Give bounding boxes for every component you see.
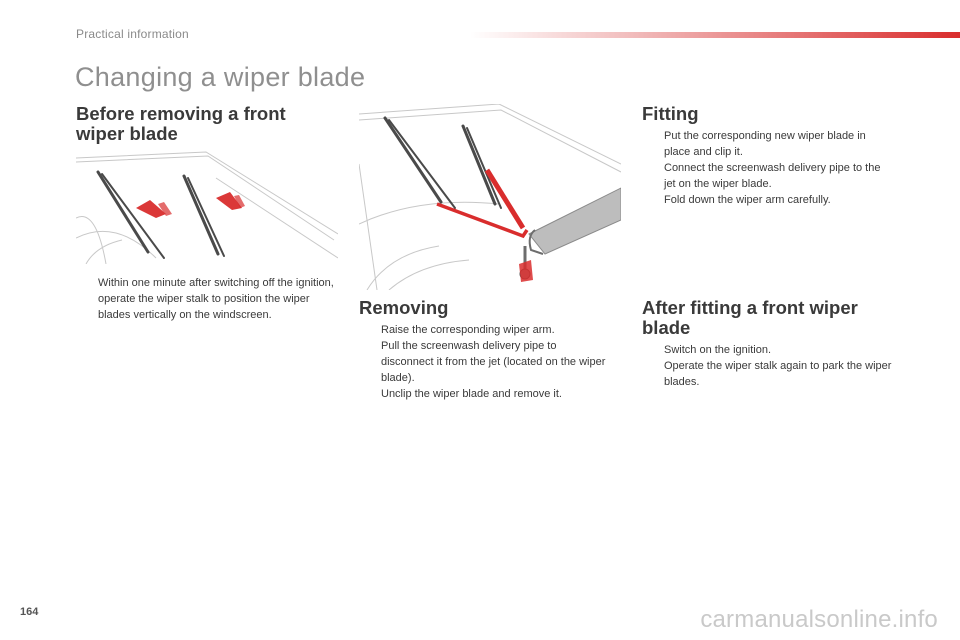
fitting-steps [642,128,894,208]
list-item: Raise the corresponding wiper arm. [381,324,555,336]
list-item: Within one minute after switching off the ignition, operate the wiper stalk to position the wiper blades vertically on the windscreen. [98,277,334,321]
removing-steps [359,322,609,402]
list-item: Connect the screenwash delivery pipe to the jet on the wiper blade. [664,162,881,190]
before-removing-heading-line1: Before removing a front [76,103,286,124]
before-removing-steps [76,275,338,323]
after-fitting-heading-line1: After fitting a front wiper [642,297,858,318]
wiper-removal-illustration [359,104,621,290]
list-item: Put the corresponding new wiper blade in place and clip it. [664,130,866,158]
section-label: Practical information [76,27,189,41]
before-removing-heading-line2: wiper blade [76,123,178,144]
watermark: carmanualsonline.info [700,606,938,633]
list-item: Unclip the wiper blade and remove it. [381,388,562,400]
list-item: Pull the screenwash delivery pipe to disconnect it from the jet (located on the wiper blade). [381,340,606,384]
after-fitting-heading [642,298,858,338]
fitting-heading: Fitting [642,103,699,124]
header-accent-bar [470,32,960,38]
list-item: Fold down the wiper arm carefully. [664,194,831,206]
list-item: Switch on the ignition. [664,344,772,356]
after-fitting-heading-line2: blade [642,317,691,338]
after-fitting-steps [642,342,894,390]
removing-heading: Removing [359,297,449,318]
list-item: Operate the wiper stalk again to park the wiper blades. [664,360,892,388]
page-number: 164 [20,606,39,618]
before-removing-heading [76,104,286,144]
page-title: Changing a wiper blade [75,62,366,92]
wipers-vertical-illustration [76,148,338,264]
